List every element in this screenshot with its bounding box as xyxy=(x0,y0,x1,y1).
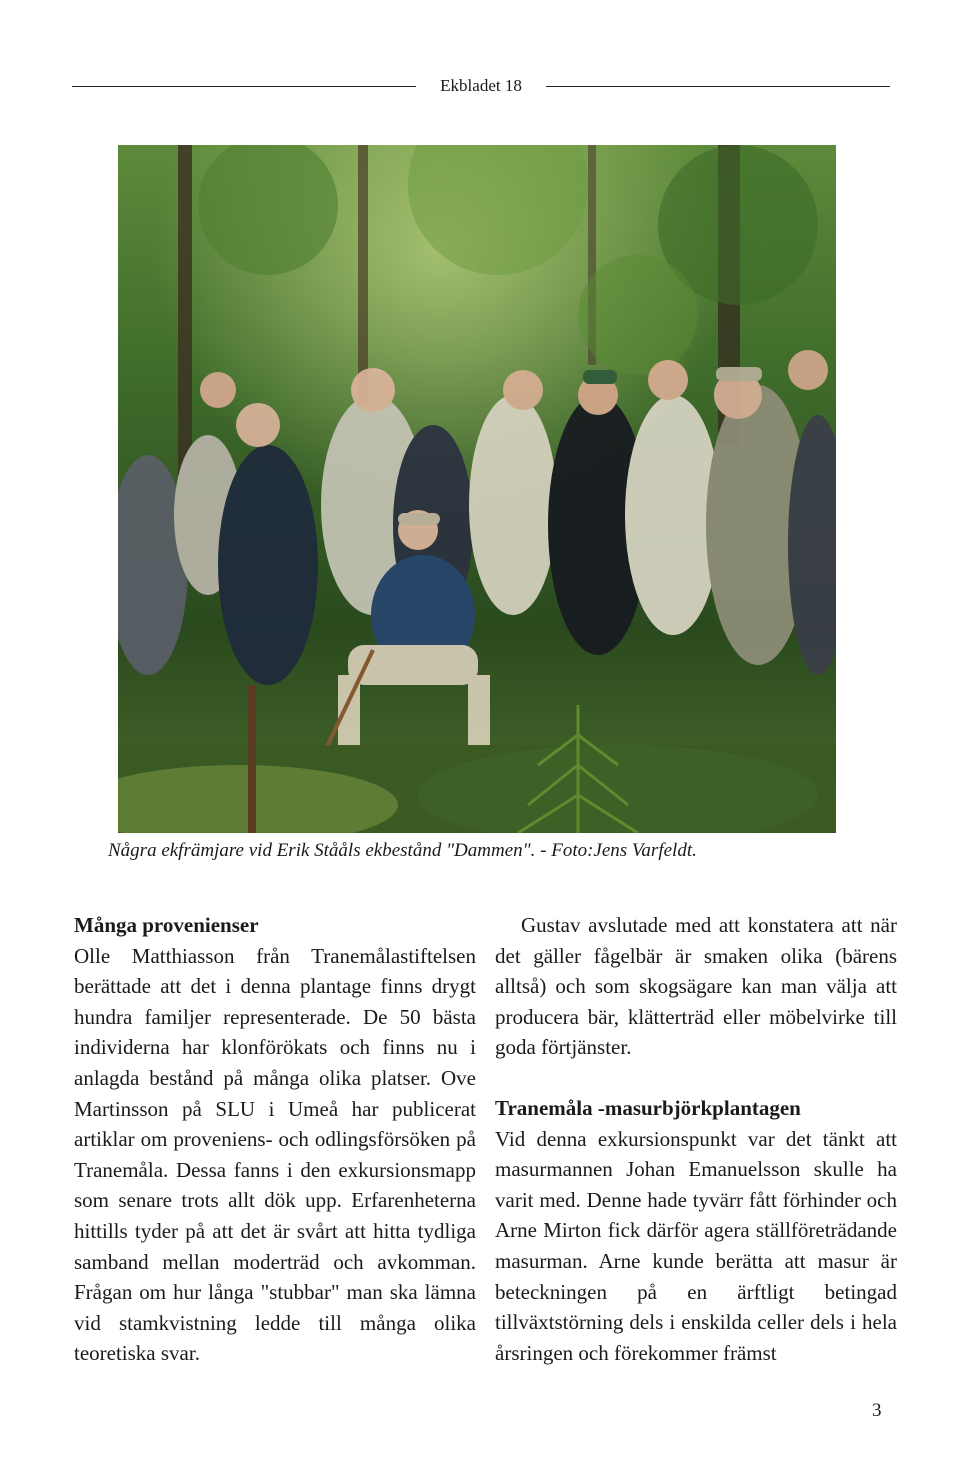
header-rule-left xyxy=(72,86,416,87)
right-column xyxy=(495,910,897,1368)
page-number: 3 xyxy=(872,1400,882,1421)
paragraph-gap xyxy=(495,1063,897,1093)
right-column-paragraph-1: Gustav avslutade med att konstatera att när det gäller fågelbär är smaken olika (bärens alltså) och som skogsägare kan man välja att producera bär, klätterträd eller möbelvirke till goda förtjänster. xyxy=(495,913,897,1060)
left-column xyxy=(74,910,476,1369)
header-rule-right xyxy=(546,86,890,87)
left-column-paragraph: Olle Matthiasson från Tranemålastiftelsen berättade att det i denna plantage finns drygt hundra familjer representerade. De 50 bästa individerna har klonförökats och finns nu i anlagda bestånd på många olika platser. Ove Martinsson på SLU i Umeå har publicerat artiklar om proveniens- och odlingsförsöken på Tranemåla. Dessa fanns i den exkursionsmapp som senare trots allt dök upp. Erfarenheterna hittills tyder på att det är svårt att hitta tydliga samband mellan moderträd och avkomman. Frågan om hur långa "stubbar" man ska lämna vid stamkvistning ledde till många olika teoretiska svar. xyxy=(74,943,476,1366)
section-heading-tranemala: Tranemåla -masurbjörkplantagen xyxy=(495,1095,801,1120)
group-photo xyxy=(118,145,836,833)
section-heading-provenienser: Många provenienser xyxy=(74,913,259,937)
right-column-paragraph-2: Vid denna exkursionspunkt var det tänkt att masurmannen Johan Emanuelsson skulle ha varit med. Denne hade tyvärr fått förhinder och Arne Mirton fick därför agera ställföreträdande masurman. Arne kunde berätta att masur är beteckningen på en ärftligt betingad tillväxtstörning dels i enskilda celler dels i hela årsringen och förekommer främst xyxy=(495,1126,897,1365)
running-header xyxy=(72,74,890,98)
photo-caption: Några ekfrämjare vid Erik Stååls ekbestånd "Dammen". - Foto:Jens Varfeldt. xyxy=(108,840,697,861)
header-title: Ekbladet 18 xyxy=(440,76,522,95)
